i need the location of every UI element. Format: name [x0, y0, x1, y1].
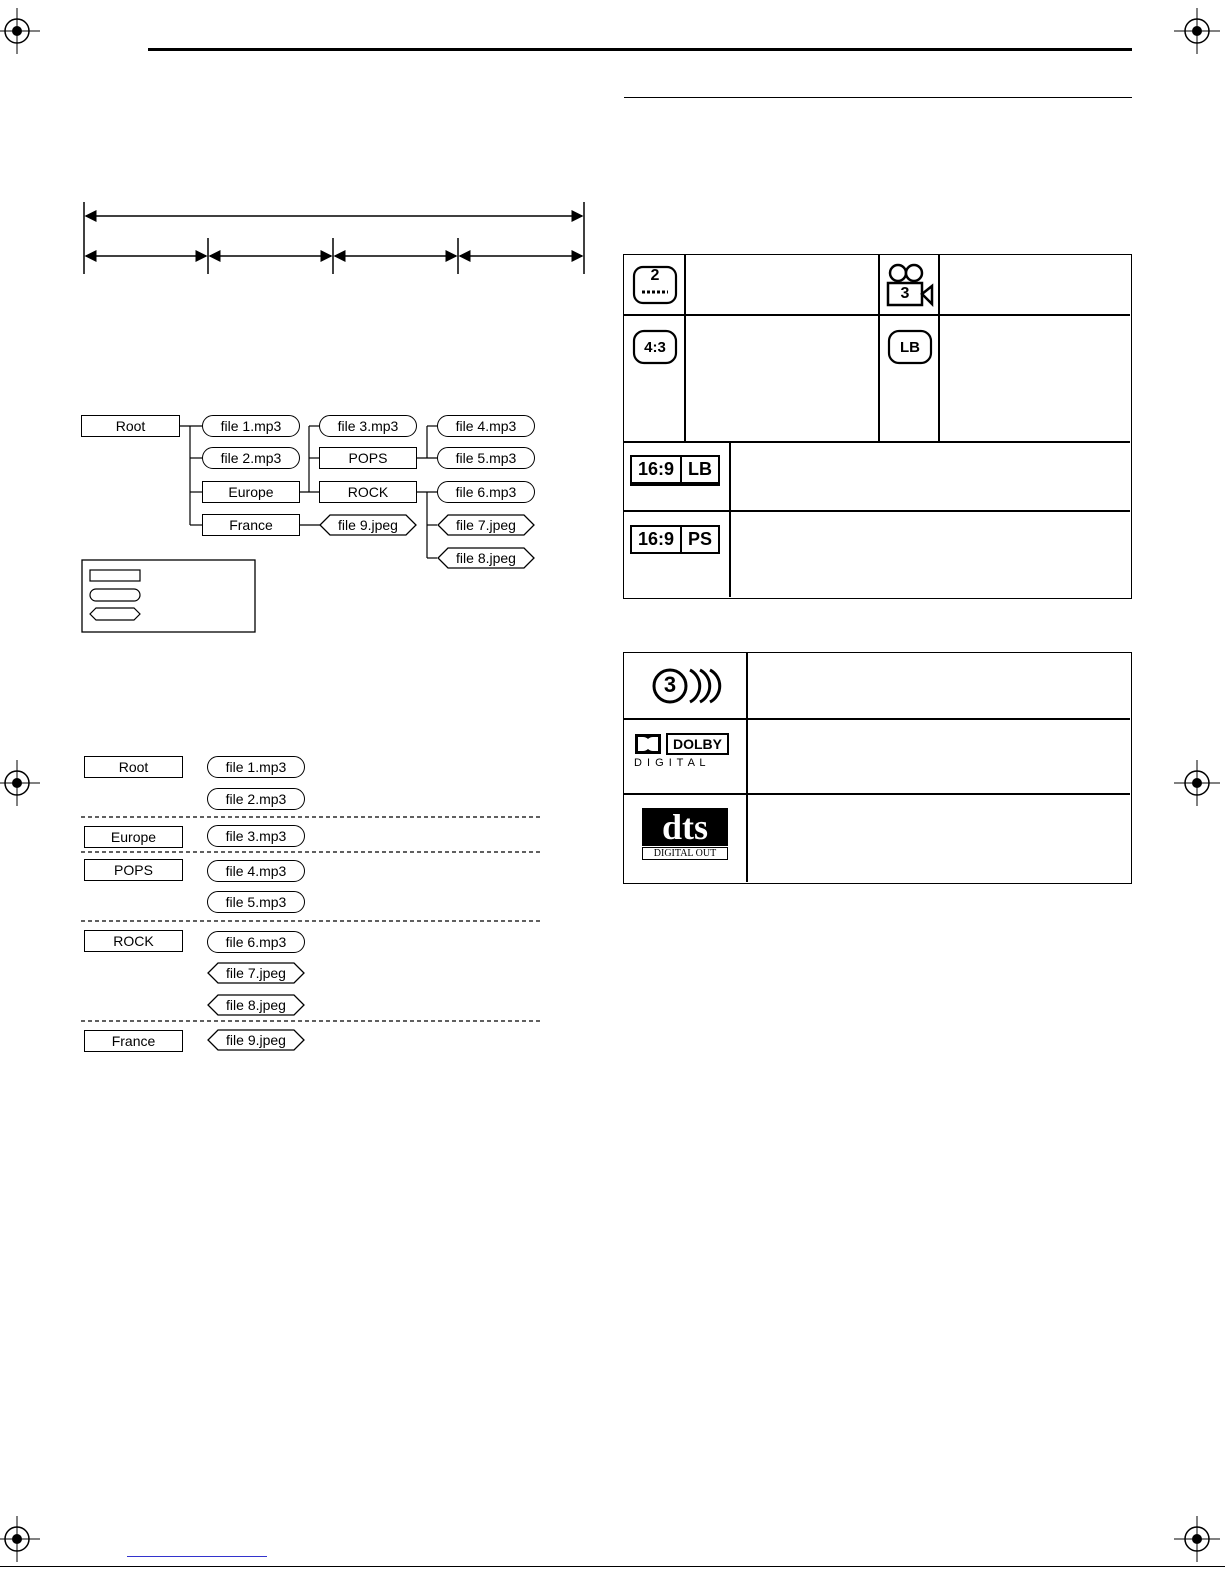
- list-folder-rock: ROCK: [84, 930, 183, 952]
- list-folder-france: France: [84, 1030, 183, 1052]
- list-file-7: [207, 962, 305, 984]
- list-file-5: file 5.mp3: [207, 891, 305, 913]
- tree-file-2: file 2.mp3: [202, 447, 300, 469]
- registration-mark-icon: [1174, 760, 1220, 806]
- surround-3d-number: 3: [663, 672, 677, 697]
- tree-file-9-label: file 9.jpeg: [338, 517, 398, 533]
- list-folder-pops: POPS: [84, 859, 183, 881]
- registration-mark-icon: [1174, 8, 1220, 54]
- tree-folder-pops: POPS: [319, 447, 417, 469]
- camera-angle-number: 3: [900, 285, 910, 302]
- list-file-1: file 1.mp3: [207, 756, 305, 778]
- list-folder-root: Root: [84, 756, 183, 778]
- wide-label-2: 16:9: [638, 529, 675, 549]
- tree-file-1: file 1.mp3: [202, 415, 300, 437]
- camera-angle-icon: [884, 261, 934, 309]
- list-file-4: file 4.mp3: [207, 860, 305, 882]
- tree-folder-france: France: [202, 514, 300, 536]
- disc-marks-table: [623, 254, 1132, 599]
- list-file-2: file 2.mp3: [207, 788, 305, 810]
- dolby-digital-word: D I G I T A L: [634, 757, 707, 769]
- list-file-3: file 3.mp3: [207, 825, 305, 847]
- tree-folder-rock: ROCK: [319, 481, 417, 503]
- dolby-digital-logo: [634, 733, 738, 773]
- tree-file-6: file 6.mp3: [437, 481, 535, 503]
- audio-formats-table: [623, 652, 1132, 884]
- tree-file-4: file 4.mp3: [437, 415, 535, 437]
- dts-digital-out-logo: [642, 808, 728, 860]
- tree-file-7-label: file 7.jpeg: [456, 517, 516, 533]
- list-folder-europe: Europe: [84, 826, 183, 848]
- registration-mark-icon: [0, 1516, 40, 1562]
- aspect-4-3-label: 4:3: [644, 338, 666, 356]
- footer-rule: [0, 1566, 1225, 1567]
- list-file-8-label: file 8.jpeg: [226, 997, 286, 1013]
- section-rule: [624, 97, 1132, 98]
- dts-word: dts: [661, 807, 709, 847]
- dolby-word: DOLBY: [666, 733, 729, 755]
- dts-digital-out-word: DIGITAL OUT: [642, 847, 728, 860]
- tree-folder-europe: Europe: [202, 481, 300, 503]
- wide-label: 16:9: [638, 459, 675, 479]
- tree-file-3: file 3.mp3: [319, 415, 417, 437]
- list-file-9: [207, 1029, 305, 1051]
- wide-panscan-icon: [630, 525, 720, 554]
- audio-streams-number: 2: [650, 267, 660, 284]
- wide-ps-label: PS: [680, 527, 718, 552]
- list-file-7-label: file 7.jpeg: [226, 965, 286, 981]
- audio-streams-icon: [632, 265, 678, 305]
- letterbox-label: LB: [900, 338, 920, 356]
- list-file-6: file 6.mp3: [207, 931, 305, 953]
- wide-letterbox-icon: [630, 455, 720, 486]
- list-file-8: [207, 994, 305, 1016]
- registration-mark-icon: [1174, 1516, 1220, 1562]
- list-file-9-label: file 9.jpeg: [226, 1032, 286, 1048]
- tree-root-folder: Root: [81, 415, 180, 437]
- tree-file-8-label: file 8.jpeg: [456, 550, 516, 566]
- footer-link-underline: [127, 1556, 267, 1557]
- wide-lb-label: LB: [680, 457, 718, 482]
- letterbox-icon: [887, 329, 933, 365]
- surround-3d-icon: [650, 665, 722, 707]
- tree-file-5: file 5.mp3: [437, 447, 535, 469]
- aspect-4-3-icon: [632, 329, 678, 365]
- dolby-double-d-icon: [634, 733, 662, 755]
